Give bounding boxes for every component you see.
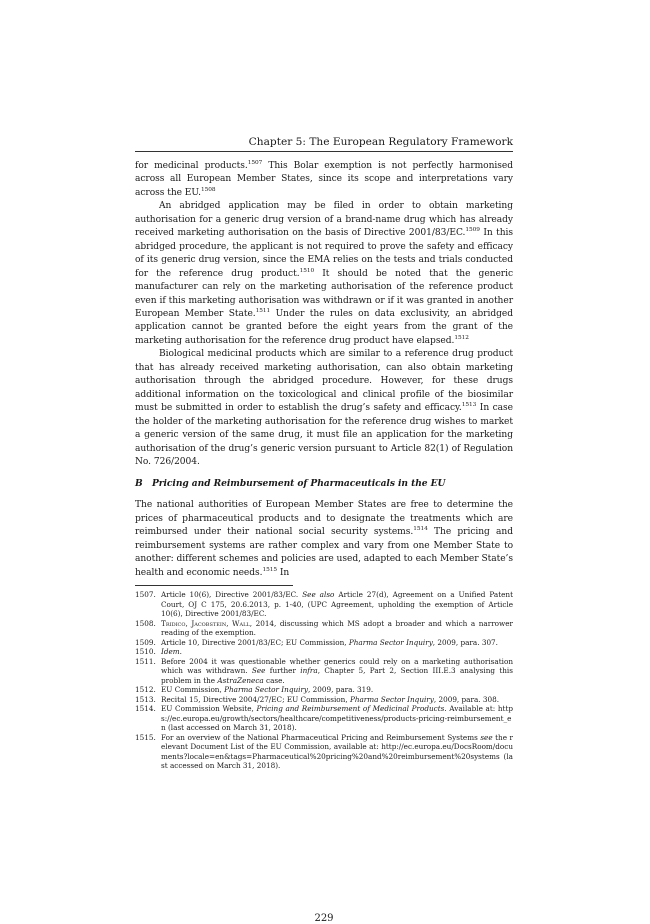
footnote-1514: 1514. EU Commission Website, Pricing and Reimbursement of Medicinal Products. Available at: https://ec.europa.eu/growth/sectors/healthcare/competitiveness/products-pricing-reimbursement_en (last accessed on March 31, 2018).	[135, 704, 513, 733]
footnote-1515: 1515. For an overview of the National Pharmaceutical Pricing and Reimbursement Systems see the relevant Document List of the EU Commission, available at: http://ec.europa.eu/DocsRoom/documents?locale=en&tags=Pharmaceutical%20pricing%20and%20reimbursement%20systems (last accessed on March 31, 2018).	[135, 732, 513, 771]
footnote-ref[interactable]: 1512	[454, 334, 469, 341]
page	[135, 136, 514, 924]
paragraph-2: An abridged application may be filed in order to obtain marketing authorisation for a generic drug version of a brand-name drug which has already received marketing authorisation on the basis of Directive 2001/83/EC.$^{1509}$ In this abridged procedure, the applicant is not required to prove the safety and efficacy of its generic drug version, since the EMA relies on the tests and trials conducted for the reference drug product.$^{1510}$ It should be noted that the generic manufacturer can rely on the marketing authorisation of the reference product even if this marketing authorisation was withdrawn or if it was granted in another European Member State.$^{1511}$ Under the rules on data exclusivity, an abridged application cannot be granted before the eight years from the grant of the marketing authorisation for the reference drug product have elapsed.$^{1512}$	[135, 201, 514, 346]
body-text	[135, 160, 513, 580]
footnote-divider	[135, 585, 293, 586]
footnote-1510: 1510. Idem.	[135, 647, 182, 657]
running-head: Chapter 5: The European Regulatory Framework	[135, 136, 513, 152]
page-number: 229	[314, 913, 334, 924]
footnote-ref[interactable]: 1507	[247, 160, 263, 166]
footnote-ref[interactable]: 1509	[465, 227, 480, 234]
section-title: Pricing and Reimbursement of Pharmaceuticals in the EU	[152, 478, 446, 490]
section-heading	[135, 477, 513, 490]
section-letter: B	[135, 478, 143, 490]
footnote-1513: 1513. Recital 15, Directive 2004/27/EC; EU Commission, Pharma Sector Inquiry, 2009, para. 308.	[135, 694, 500, 704]
footnote-ref[interactable]: 1513	[461, 402, 477, 409]
footnote-ref[interactable]: 1508	[201, 186, 216, 193]
footnote-1511: 1511. Before 2004 it was questionable whether generics could rely on a marketing authorisation which was withdrawn. See further infra, Chapter 5, Part 2, Section III.E.3 analysing this problem in the AstraZeneca case.	[135, 656, 513, 685]
footnote-ref[interactable]: 1510	[299, 267, 315, 274]
footnote-1512: 1512. EU Commission, Pharma Sector Inquiry, 2009, para. 319.	[135, 685, 374, 695]
footnote-ref[interactable]: 1511	[255, 307, 271, 314]
footnote-1507: 1507. Article 10(6), Directive 2001/83/EC. See also Article 27(d), Agreement on a Unified Patent Court, OJ C 175, 20.6.2013, p. 1-40, (UPC Agreement, upholding the exemption of Article 10(6), Directive 2001/83/EC.	[135, 590, 513, 619]
footnotes	[135, 590, 513, 771]
footnote-1509: 1509. Article 10, Directive 2001/83/EC; EU Commission, Pharma Sector Inquiry, 2009, para. 307.	[135, 637, 498, 647]
paragraph-4: The national authorities of European Member States are free to determine the prices of pharmaceutical products and to designate the treatments which are reimbursed under their national social security systems.$^{1514}$ The pricing and reimbursement systems are rather complex and vary from one Member State to another: different schemes and policies are used, adapted to each Member State’s health and economic needs.$^{1515}$ In	[135, 500, 513, 578]
paragraph-1: for medicinal products.$^{1507}$ This Bolar exemption is not perfectly harmonised across all European Member States, since its scope and interpretations vary across the EU.$^{1508}$	[135, 160, 513, 198]
footnote-ref[interactable]: 1515	[262, 566, 278, 573]
footnote-1508: 1508. Tridico, Jacobstein, Wall, 2014, discussing which MS adopt a broader and which a narrower reading of the exemption.	[135, 618, 513, 638]
paragraph-3: Biological medicinal products which are similar to a reference drug product that has already received marketing authorisation, can also obtain marketing authorisation through the abridged procedure. However, for these drugs additional information on the toxicological and clinical profile of the biosimilar must be submitted in order to establish the drug’s safety and efficacy.$^{1513}$ In case the holder of the marketing authorisation for the reference drug wishes to market a generic version of the same drug, it must file an application for the marketing authorisation of the drug’s generic version pursuant to Article 82(1) of Regulation No. 726/2004.	[135, 349, 513, 467]
footnote-ref[interactable]: 1514	[413, 526, 428, 533]
